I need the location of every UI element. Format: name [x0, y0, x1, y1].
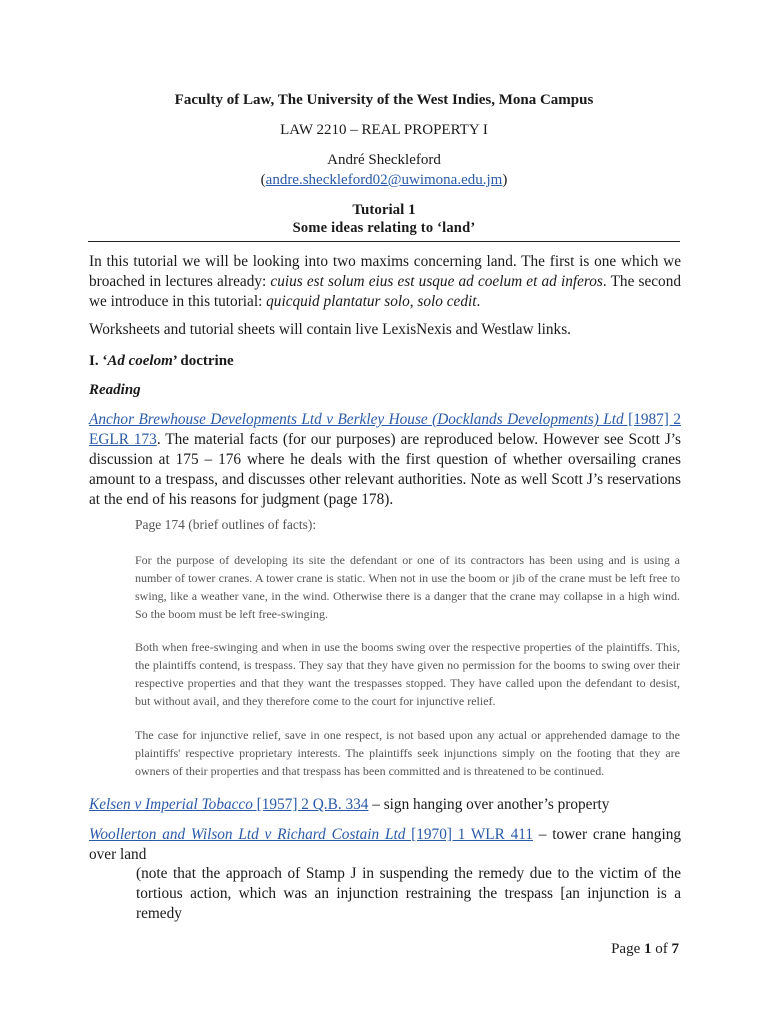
kelsen-citation-link[interactable]: [1957] 2 Q.B. 334	[252, 796, 369, 813]
author-email-link[interactable]: andre.sheckleford02@uwimona.edu.jm	[265, 172, 503, 188]
anchor-case-paragraph	[89, 410, 681, 510]
author-email-line	[0, 172, 768, 189]
email-close-paren: )	[502, 172, 508, 188]
anchor-case-text: . The material facts (for our purposes) are reproduced below. However see Scott J’s discussion at 175 – 176 where he deals with the first question of whether oversailing cranes amount to a trespass, and discusses other relevant authorities. Note as well Scott J’s reservations at the end of his reasons for judgment (page 178).	[89, 431, 681, 508]
section-prefix: I. ‘	[89, 353, 108, 369]
kelsen-case-line	[89, 795, 681, 815]
current-page: 1	[644, 941, 652, 957]
section-suffix: ’ doctrine	[172, 353, 234, 369]
stamp-j-note: (note that the approach of Stamp J in suspending the remedy due to the victim of the tortious action, which was an injunction restraining the trespass [an injunction is a remedy	[136, 865, 681, 922]
header-divider	[88, 241, 680, 242]
anchor-citation-link[interactable]: [1987] 2 EGLR 173	[89, 411, 681, 448]
of-word: of	[651, 941, 672, 957]
intro-text-b: . The second we introduce in this tutorial:	[89, 273, 681, 310]
quote-paragraph: The case for injunctive relief, save in one respect, is not based upon any actual or apprehended damage to the plaintiffs' respective proprietary interests. The plaintiffs seek injunctions simply on the footing that they are owners of their properties and that trespass has been committed and is threatened to be continued.	[135, 728, 680, 778]
email-open-paren: (	[260, 172, 266, 188]
section-heading	[89, 351, 681, 371]
page-word: Page	[611, 941, 644, 957]
quote-paragraph: Both when free-swinging and when in use the booms swing over the respective properties of the plaintiffs. This, the plaintiffs contend, is trespass. They say that they have given no permission for the booms to swing over their respective properties and that they want the trespasses stopped. They have called upon the defendant to desist, but without avail, and they therefore come to the court for injunctive relief.	[135, 640, 680, 708]
woollerton-case-text: – tower crane hanging over land	[89, 826, 681, 863]
faculty-heading: Faculty of Law, The University of the West Indies, Mona Campus	[174, 92, 594, 108]
intro-paragraph	[89, 252, 681, 312]
reading-heading: Reading	[89, 382, 141, 398]
kelsen-case-text: – sign hanging over another’s property	[368, 796, 610, 813]
woollerton-case-line	[89, 825, 681, 865]
anchor-case-link[interactable]: Anchor Brewhouse Developments Ltd v Berkley House (Docklands Developments) Ltd	[89, 411, 624, 428]
total-pages: 7	[671, 941, 679, 957]
intro-text-a: In this tutorial we will be looking into two maxims concerning land. The first is one which we broached in lectures already:	[89, 253, 681, 290]
quote-paragraph: For the purpose of developing its site the defendant or one of its contractors has been using and is using a number of tower cranes. A tower crane is static. When not in use the boom or jib of the crane must be left free to swing, like a weather vane, in the wind. Otherwise there is a danger that the crane may collapse in a high wind. So the boom must be left free-swinging.	[135, 553, 680, 621]
kelsen-case-link[interactable]: Kelsen v Imperial Tobacco	[89, 796, 253, 813]
intro-text-c: .	[476, 293, 481, 310]
tutorial-number: Tutorial 1	[352, 202, 416, 218]
tutorial-subtitle: Some ideas relating to ‘land’	[292, 220, 476, 236]
maxim-ad-coelum: cuius est solum eius est usque ad coelum et ad inferos	[270, 273, 603, 290]
page-number	[611, 941, 679, 958]
quote-heading: Page 174 (brief outlines of facts):	[135, 517, 317, 532]
woollerton-case-link[interactable]: Woollerton and Wilson Ltd v Richard Costain Ltd	[89, 826, 406, 843]
section-term: Ad coelom	[107, 353, 173, 369]
woollerton-citation-link[interactable]: [1970] 1 WLR 411	[405, 826, 534, 843]
author-name: André Sheckleford	[327, 152, 441, 168]
maxim-quicquid: quicquid plantatur solo, solo cedit	[266, 293, 477, 310]
links-note: Worksheets and tutorial sheets will contain live LexisNexis and Westlaw links.	[89, 321, 571, 338]
course-title: LAW 2210 – REAL PROPERTY I	[280, 122, 488, 138]
